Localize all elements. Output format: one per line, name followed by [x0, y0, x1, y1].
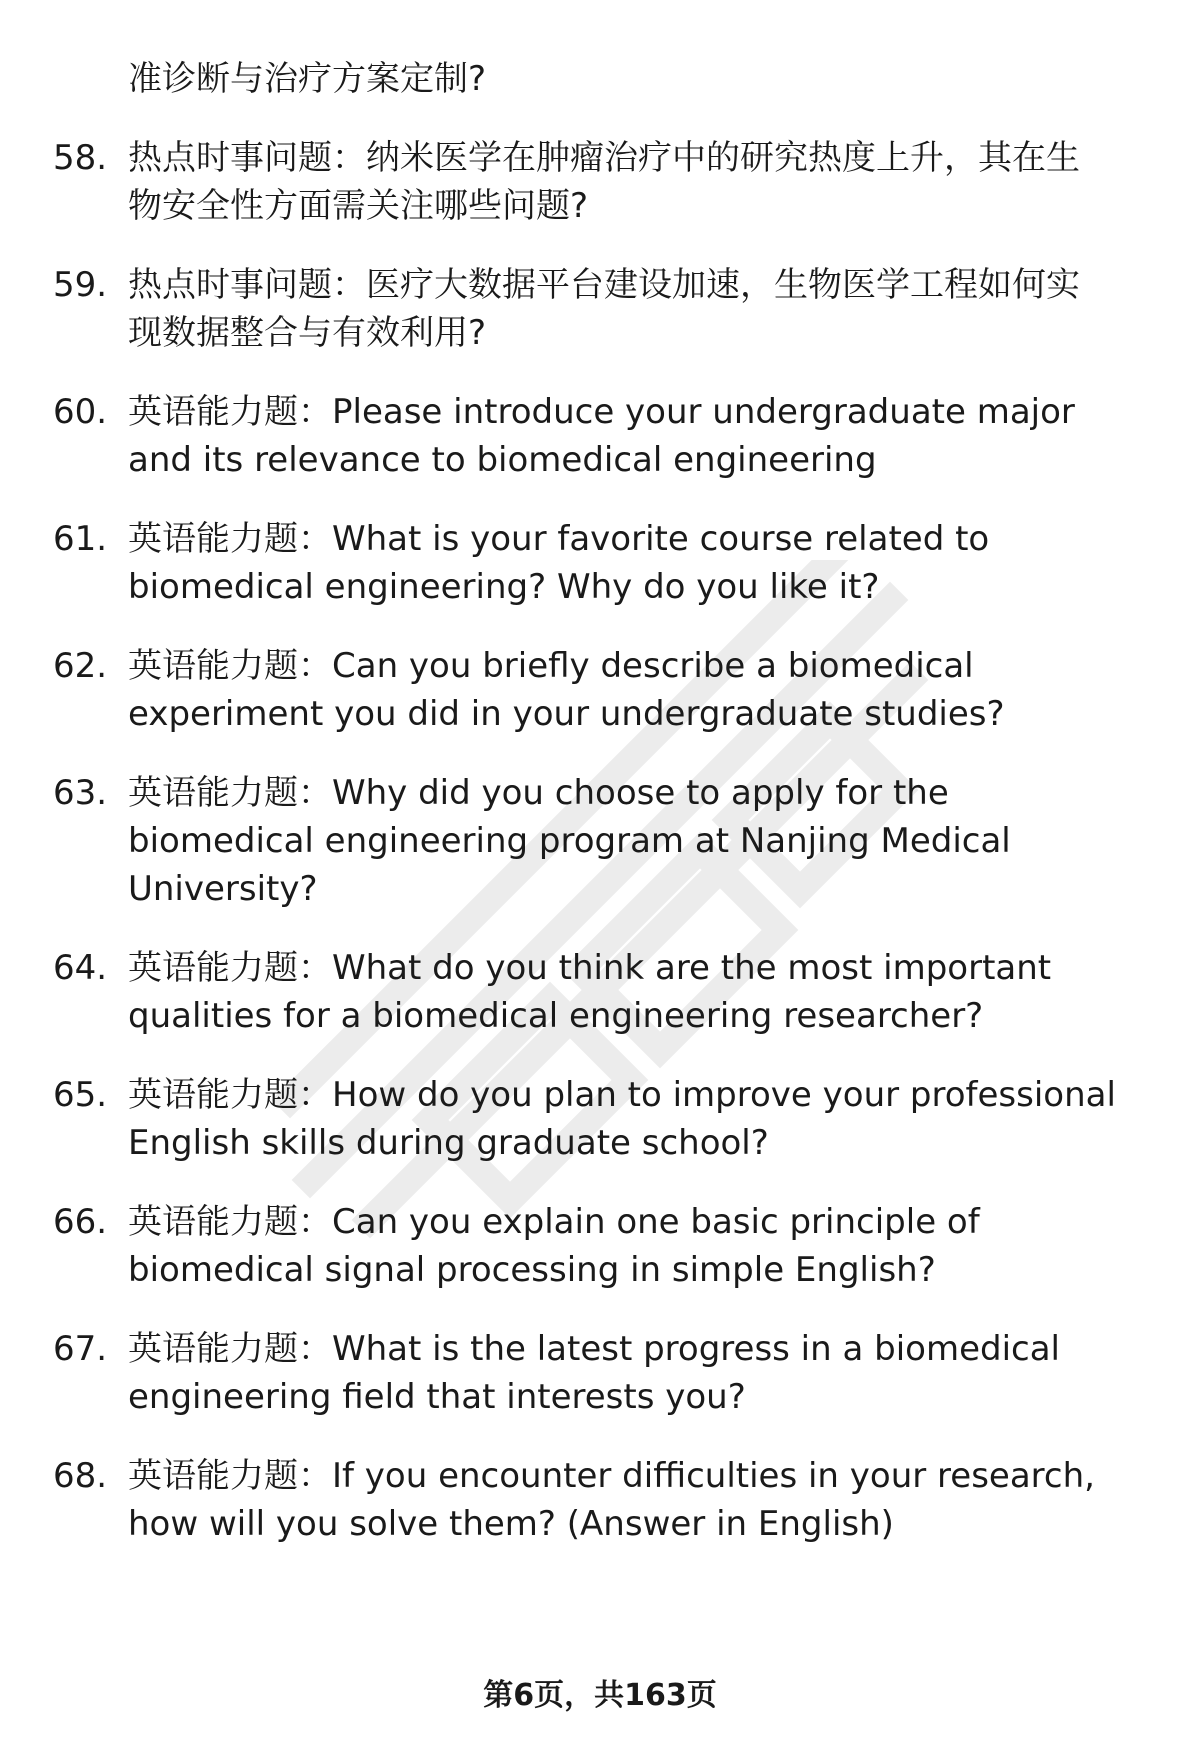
- question-item: [0, 55, 1200, 103]
- question-text: 英语能力题：Can you explain one basic principle of biomedical signal processing in simple English?: [128, 1202, 980, 1290]
- question-item: [0, 1198, 1200, 1294]
- question-number: 60.: [53, 392, 108, 432]
- question-number: 67.: [53, 1329, 108, 1369]
- question-text: 热点时事问题：纳米医学在肿瘤治疗中的研究热度上升，其在生 物安全性方面需关注哪些问题?: [128, 138, 1080, 226]
- question-number: 64.: [53, 948, 108, 988]
- question-number: 68.: [53, 1456, 108, 1496]
- question-number: 62.: [53, 646, 108, 686]
- question-text: 英语能力题：How do you plan to improve your professional English skills during graduate school?: [128, 1075, 1116, 1163]
- question-text: 准诊断与治疗方案定制?: [128, 59, 487, 99]
- question-item: [0, 1452, 1200, 1548]
- question-item: [0, 769, 1200, 913]
- question-item: [0, 1071, 1200, 1167]
- question-number: 65.: [53, 1075, 108, 1115]
- question-text: 英语能力题：If you encounter difficulties in your research, how will you solve them? (Answer in English): [128, 1456, 1095, 1544]
- question-number: 66.: [53, 1202, 108, 1242]
- question-number: 61.: [53, 519, 108, 559]
- question-text: 英语能力题：Why did you choose to apply for the biomedical engineering program at Nanjing Medical University?: [128, 773, 1011, 909]
- question-text: 热点时事问题：医疗大数据平台建设加速，生物医学工程如何实 现数据整合与有效利用?: [128, 265, 1080, 353]
- question-text: 英语能力题：Can you briefly describe a biomedical experiment you did in your undergraduate studies?: [128, 646, 1005, 734]
- question-number: 63.: [53, 773, 108, 813]
- page-number-footer: 第6页，共163页: [483, 1678, 717, 1713]
- question-item: [0, 134, 1200, 230]
- question-list: [0, 55, 1200, 1579]
- question-item: [0, 261, 1200, 357]
- question-item: [0, 642, 1200, 738]
- question-text: 英语能力题：What is the latest progress in a biomedical engineering field that interests you?: [128, 1329, 1060, 1417]
- question-text: 英语能力题：Please introduce your undergraduate major and its relevance to biomedical engineering: [128, 392, 1075, 480]
- question-item: [0, 944, 1200, 1040]
- question-text: 英语能力题：What is your favorite course related to biomedical engineering? Why do you like it?: [128, 519, 990, 607]
- question-number: 59.: [53, 265, 108, 305]
- question-item: [0, 515, 1200, 611]
- question-number: 58.: [53, 138, 108, 178]
- question-item: [0, 1325, 1200, 1421]
- question-item: [0, 388, 1200, 484]
- question-text: 英语能力题：What do you think are the most important qualities for a biomedical engineering researcher?: [128, 948, 1052, 1036]
